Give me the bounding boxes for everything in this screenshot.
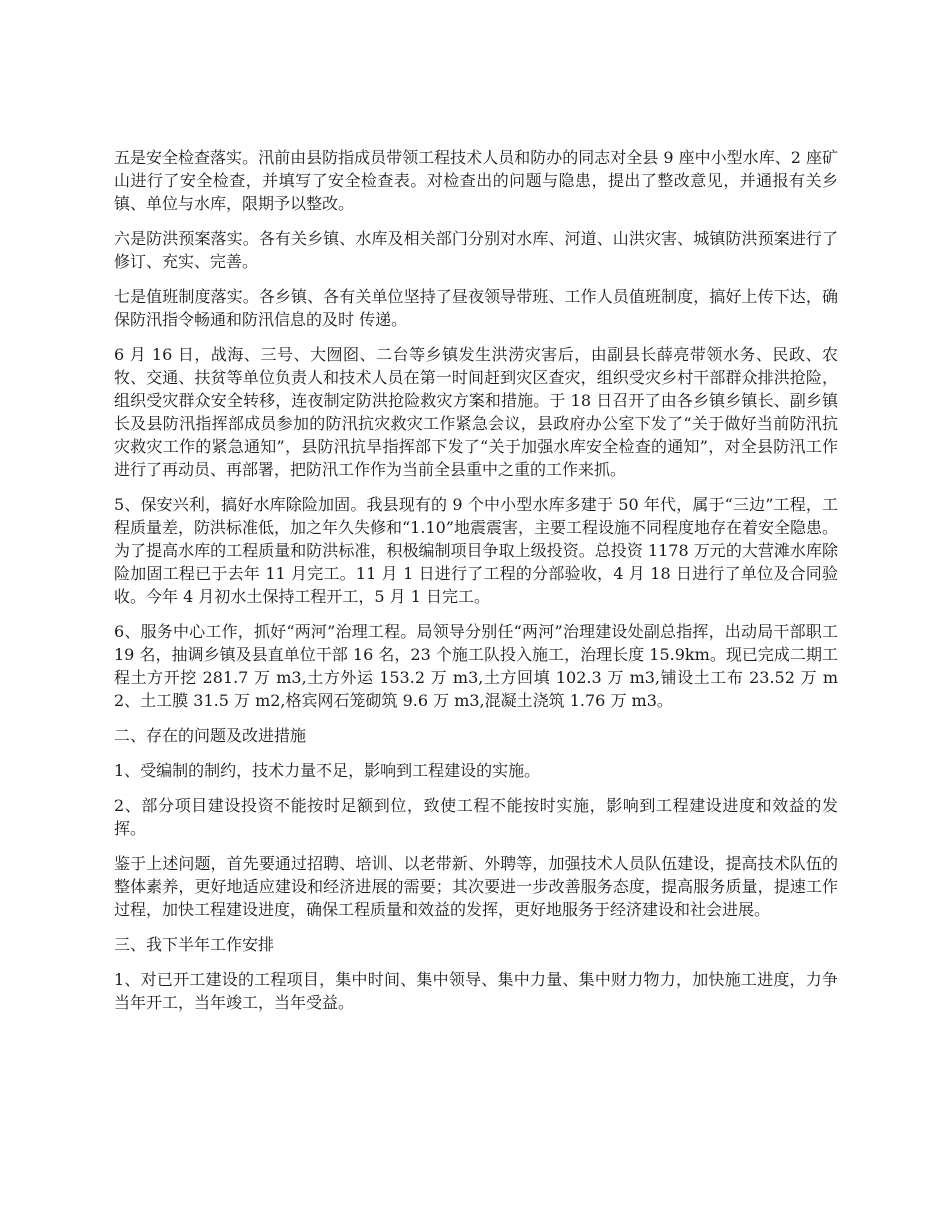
paragraph-safety-inspection: 五是安全检查落实。汛前由县防指成员带领工程技术人员和防办的同志对全县 9 座中小型水库、2 座矿山进行了安全检查，并填写了安全检查表。对检查出的问题与隐患，提出了整改意见，并通报有关乡镇、单位与水库，限期予以整改。 [114, 148, 838, 213]
section-heading-second-half-plan: 三、我下半年工作安排 [114, 935, 275, 954]
paragraph-flood-plan: 六是防洪预案落实。各有关乡镇、水库及相关部门分别对水库、河道、山洪灾害、城镇防洪预案进行了修订、充实、完善。 [114, 229, 838, 271]
paragraph-june-16-disaster: 6 月 16 日，战海、三号、大囫囵、二台等乡镇发生洪涝灾害后，由副县长薛亮带领水务、民政、农牧、交通、扶贫等单位负责人和技术人员在第一时间赶到灾区查灾，组织受灾乡村干部群众排洪抢险，组织受灾群众安全转移，连夜制定防洪抢险救灾方案和措施。于 18 日召开了由各乡镇乡镇长、副乡镇长及县防汛指挥部成员参加的防汛抗灾救灾工作紧急会议，县政府办公室下发了“关于做好当前防汛抗灾救灾工作的紧急通知”，县防汛抗旱指挥部下发了“关于加强水库安全检查的通知”，对全县防汛工作进行了再动员、再部署，把防汛工作作为当前全县重中之重的工作来抓。 [114, 345, 838, 479]
paragraph-improvement-measures: 鉴于上述问题，首先要通过招聘、培训、以老带新、外聘等，加强技术人员队伍建设，提高技术队伍的整体素养，更好地适应建设和经济进展的需要；其次要进一步改善服务态度，提高服务质量，提速工作过程，加快工程建设进度，确保工程质量和效益的发挥，更好地服务于经济建设和社会进展。 [114, 854, 838, 919]
paragraph-two-rivers-project: 6、服务中心工作，抓好“两河”治理工程。局领导分别任“两河”治理建设处副总指挥，出动局干部职工 19 名，抽调乡镇及县直单位干部 16 名，23 个施工队投入施工，治理长度 15.9km。现已完成二期工程土方开挖 281.7 万 m3,土方外运 153.2 万 m3,土方回填 102.3 万 m3,铺设土工布 23.52 万 m2、土工膜 31.5 万 m2,格宾网石笼砌筑 9.6 万 m3,混凝土浇筑 1.76 万 m3。 [114, 622, 838, 710]
document-body [114, 146, 838, 1026]
paragraph-problem-2: 2、部分项目建设投资不能按时足额到位，致使工程不能按时实施，影响到工程建设进度和效益的发挥。 [114, 796, 838, 838]
paragraph-duty-system: 七是值班制度落实。各乡镇、各有关单位坚持了昼夜领导带班、工作人员值班制度，搞好上传下达，确保防汛指令畅通和防汛信息的及时 传递。 [114, 287, 838, 329]
paragraph-reservoir-reinforcement: 5、保安兴利，搞好水库除险加固。我县现有的 9 个中小型水库多建于 50 年代，属于“三边”工程，工程质量差，防洪标准低，加之年久失修和“1.10”地震震害，主要工程设施不同程度地存在着安全隐患。为了提高水库的工程质量和防洪标准，积极编制项目争取上级投资。总投资 1178 万元的大营滩水库除险加固工程已于去年 11 月完工。11 月 1 日进行了工程的分部验收，4 月 18 日进行了单位及合同验收。今年 4 月初水土保持工程开工，5 月 1 日完工。 [114, 495, 838, 606]
paragraph-problem-1: 1、受编制的制约，技术力量不足，影响到工程建设的实施。 [114, 761, 541, 780]
paragraph-plan-1: 1、对已开工建设的工程项目，集中时间、集中领导、集中力量、集中财力物力，加快施工进度，力争当年开工，当年竣工，当年受益。 [114, 970, 838, 1012]
section-heading-problems: 二、存在的问题及改进措施 [114, 726, 307, 745]
